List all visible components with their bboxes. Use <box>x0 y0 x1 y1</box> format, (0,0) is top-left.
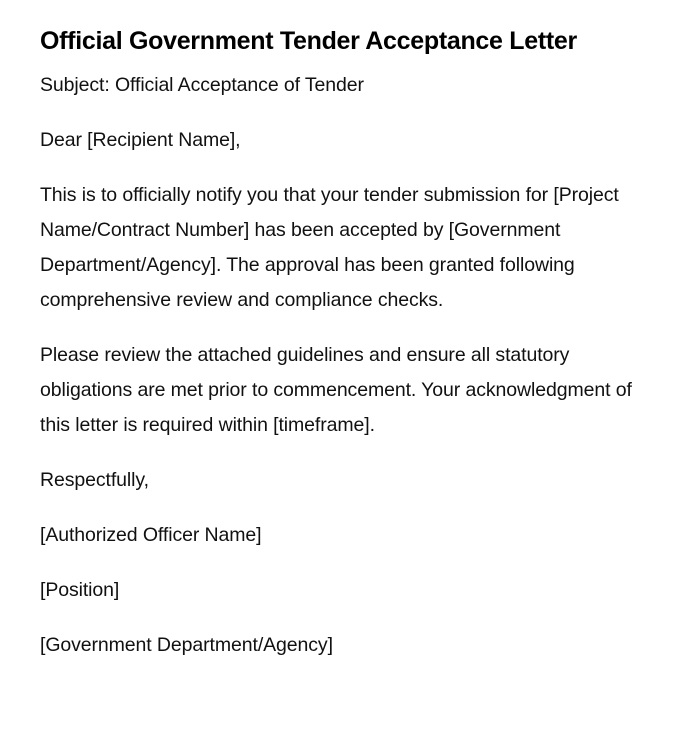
letter-subject: Subject: Official Acceptance of Tender <box>40 74 364 96</box>
body-paragraph-2: Please review the attached guidelines and ensure all statutory obligations are met prior to commencement. Your acknowledgment of this letter is required within [timeframe]. <box>40 344 632 436</box>
body-paragraph-1: This is to officially notify you that your tender submission for [Project Name/Contract Number] has been accepted by [Government Department/Agency]. The approval has been granted following comprehensive review and compliance checks. <box>40 184 619 311</box>
letter-salutation: Dear [Recipient Name], <box>40 129 241 151</box>
letter-closing: Respectfully, <box>40 469 149 491</box>
signatory-name: [Authorized Officer Name] <box>40 524 262 546</box>
signatory-position: [Position] <box>40 579 120 601</box>
signatory-department: [Government Department/Agency] <box>40 634 333 656</box>
letter-title: Official Government Tender Acceptance Letter <box>40 27 577 55</box>
